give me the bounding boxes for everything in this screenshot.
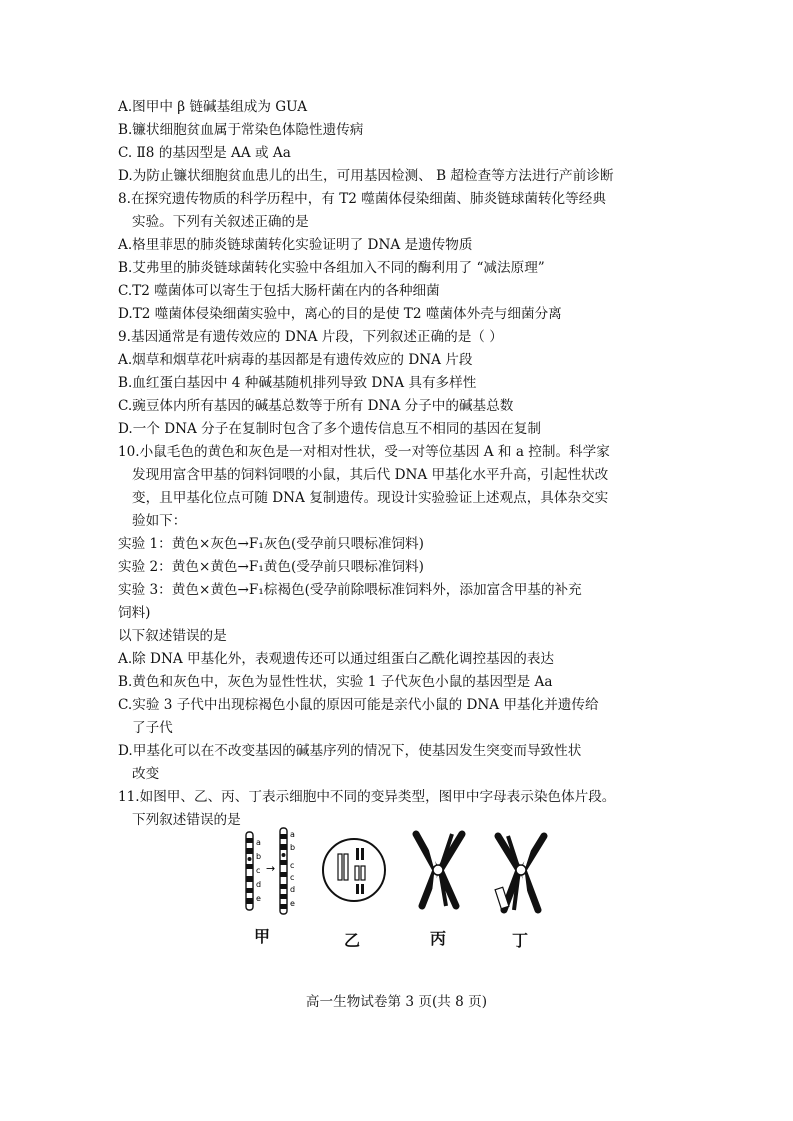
text-line: A.图甲中 β 链碱基组成为 GUA — [118, 99, 308, 115]
text-line: B.艾弗里的肺炎链球菌转化实验中各组加入不同的酶利用了 “减法原理” — [118, 260, 545, 276]
figure-ding — [495, 836, 544, 910]
text-line: B.镰状细胞贫血属于常染色体隐性遗传病 — [118, 122, 364, 138]
label-bing: 丙 — [430, 929, 447, 948]
text-line: 实验。下列有关叙述正确的是 — [132, 214, 309, 230]
figure-bing — [416, 834, 462, 906]
segment-letter: e — [256, 894, 261, 903]
arrow-icon: → — [266, 862, 276, 875]
text-line: C.实验 3 子代中出现棕褐色小鼠的原因可能是亲代小鼠的 DNA 甲基化并遗传给 — [118, 697, 599, 713]
segment-letter: c — [290, 873, 295, 882]
figure-jia — [246, 828, 295, 914]
text-line: A.格里菲思的肺炎链球菌转化实验证明了 DNA 是遗传物质 — [118, 237, 473, 253]
text-line: D.为防止镰状细胞贫血患儿的出生，可用基因检测、 B 超检查等方法进行产前诊断 — [118, 168, 614, 184]
segment-letter: c — [256, 866, 261, 875]
text-line: B.黄色和灰色中，灰色为显性性状，实验 1 子代灰色小鼠的基因型是 Aa — [118, 674, 553, 690]
text-line: A.烟草和烟草花叶病毒的基因都是有遗传效应的 DNA 片段 — [118, 352, 473, 368]
segment-letter: a — [256, 838, 261, 847]
text-line: 了子代 — [132, 720, 173, 736]
text-line: A.除 DNA 甲基化外，表观遗传还可以通过组蛋白乙酰化调控基因的表达 — [118, 651, 555, 667]
segment-letter: a — [290, 830, 295, 839]
label-jia: 甲 — [254, 927, 271, 946]
text-line: 发现用富含甲基的饲料饲喂的小鼠，其后代 DNA 甲基化水平升高，引起性状改 — [132, 467, 609, 483]
text-line: 饲料) — [118, 605, 151, 621]
question-8: 8.在探究遗传物质的科学历程中，有 T2 噬菌体侵染细菌、肺炎链球菌转化等经典 — [118, 191, 606, 207]
segment-letter: b — [256, 852, 262, 861]
text-line: 下列叙述错误的是 — [132, 812, 241, 828]
text-line: 以下叙述错误的是 — [118, 628, 227, 644]
segment-letter: b — [290, 843, 296, 852]
page-footer: 高一生物试卷第 3 页(共 8 页) — [305, 994, 488, 1010]
text-line: D.T2 噬菌体侵染细菌实验中，离心的目的是使 T2 噬菌体外壳与细菌分离 — [118, 306, 562, 322]
segment-letter: c — [290, 861, 295, 870]
text-line: D.甲基化可以在不改变基因的碱基序列的情况下，使基因发生突变而导致性状 — [118, 743, 582, 759]
experiment-3: 实验 3：黄色×黄色→F₁棕褐色(受孕前除喂标准饲料外，添加富含甲基的补充 — [118, 582, 582, 598]
segment-letter: d — [290, 885, 296, 894]
question-10: 10.小鼠毛色的黄色和灰色是一对相对性状，受一对等位基因 A 和 a 控制。科学家 — [118, 444, 610, 460]
label-ding: 丁 — [512, 931, 529, 950]
text-line: 变，且甲基化位点可随 DNA 复制遗传。现设计实验验证上述观点，具体杂交实 — [132, 490, 609, 506]
experiment-2: 实验 2：黄色×黄色→F₁黄色(受孕前只喂标准饲料) — [118, 559, 424, 575]
experiment-1: 实验 1：黄色×灰色→F₁灰色(受孕前只喂标准饲料) — [118, 536, 424, 552]
figure-yi — [323, 839, 385, 901]
text-line: C.T2 噬菌体可以寄生于包括大肠杆菌在内的各种细菌 — [118, 283, 440, 299]
segment-letter: e — [290, 899, 295, 908]
text-line: 验如下： — [132, 513, 187, 529]
question-11: 11.如图甲、乙、丙、丁表示细胞中不同的变异类型，图甲中字母表示染色体片段。 — [118, 789, 616, 805]
chromosome-figure — [236, 826, 566, 956]
text-line: D.一个 DNA 分子在复制时包含了多个遗传信息互不相同的基因在复制 — [118, 421, 542, 437]
text-line: B.血红蛋白基因中 4 种碱基随机排列导致 DNA 具有多样性 — [118, 375, 477, 391]
text-line: C.豌豆体内所有基因的碱基总数等于所有 DNA 分子中的碱基总数 — [118, 398, 514, 414]
label-yi: 乙 — [344, 931, 361, 950]
question-9: 9.基因通常是有遗传效应的 DNA 片段，下列叙述正确的是（ ） — [118, 329, 503, 345]
text-line: 改变 — [132, 766, 160, 782]
text-line: C. Ⅱ8 的基因型是 AA 或 Aa — [118, 145, 291, 161]
segment-letter: d — [256, 880, 262, 889]
